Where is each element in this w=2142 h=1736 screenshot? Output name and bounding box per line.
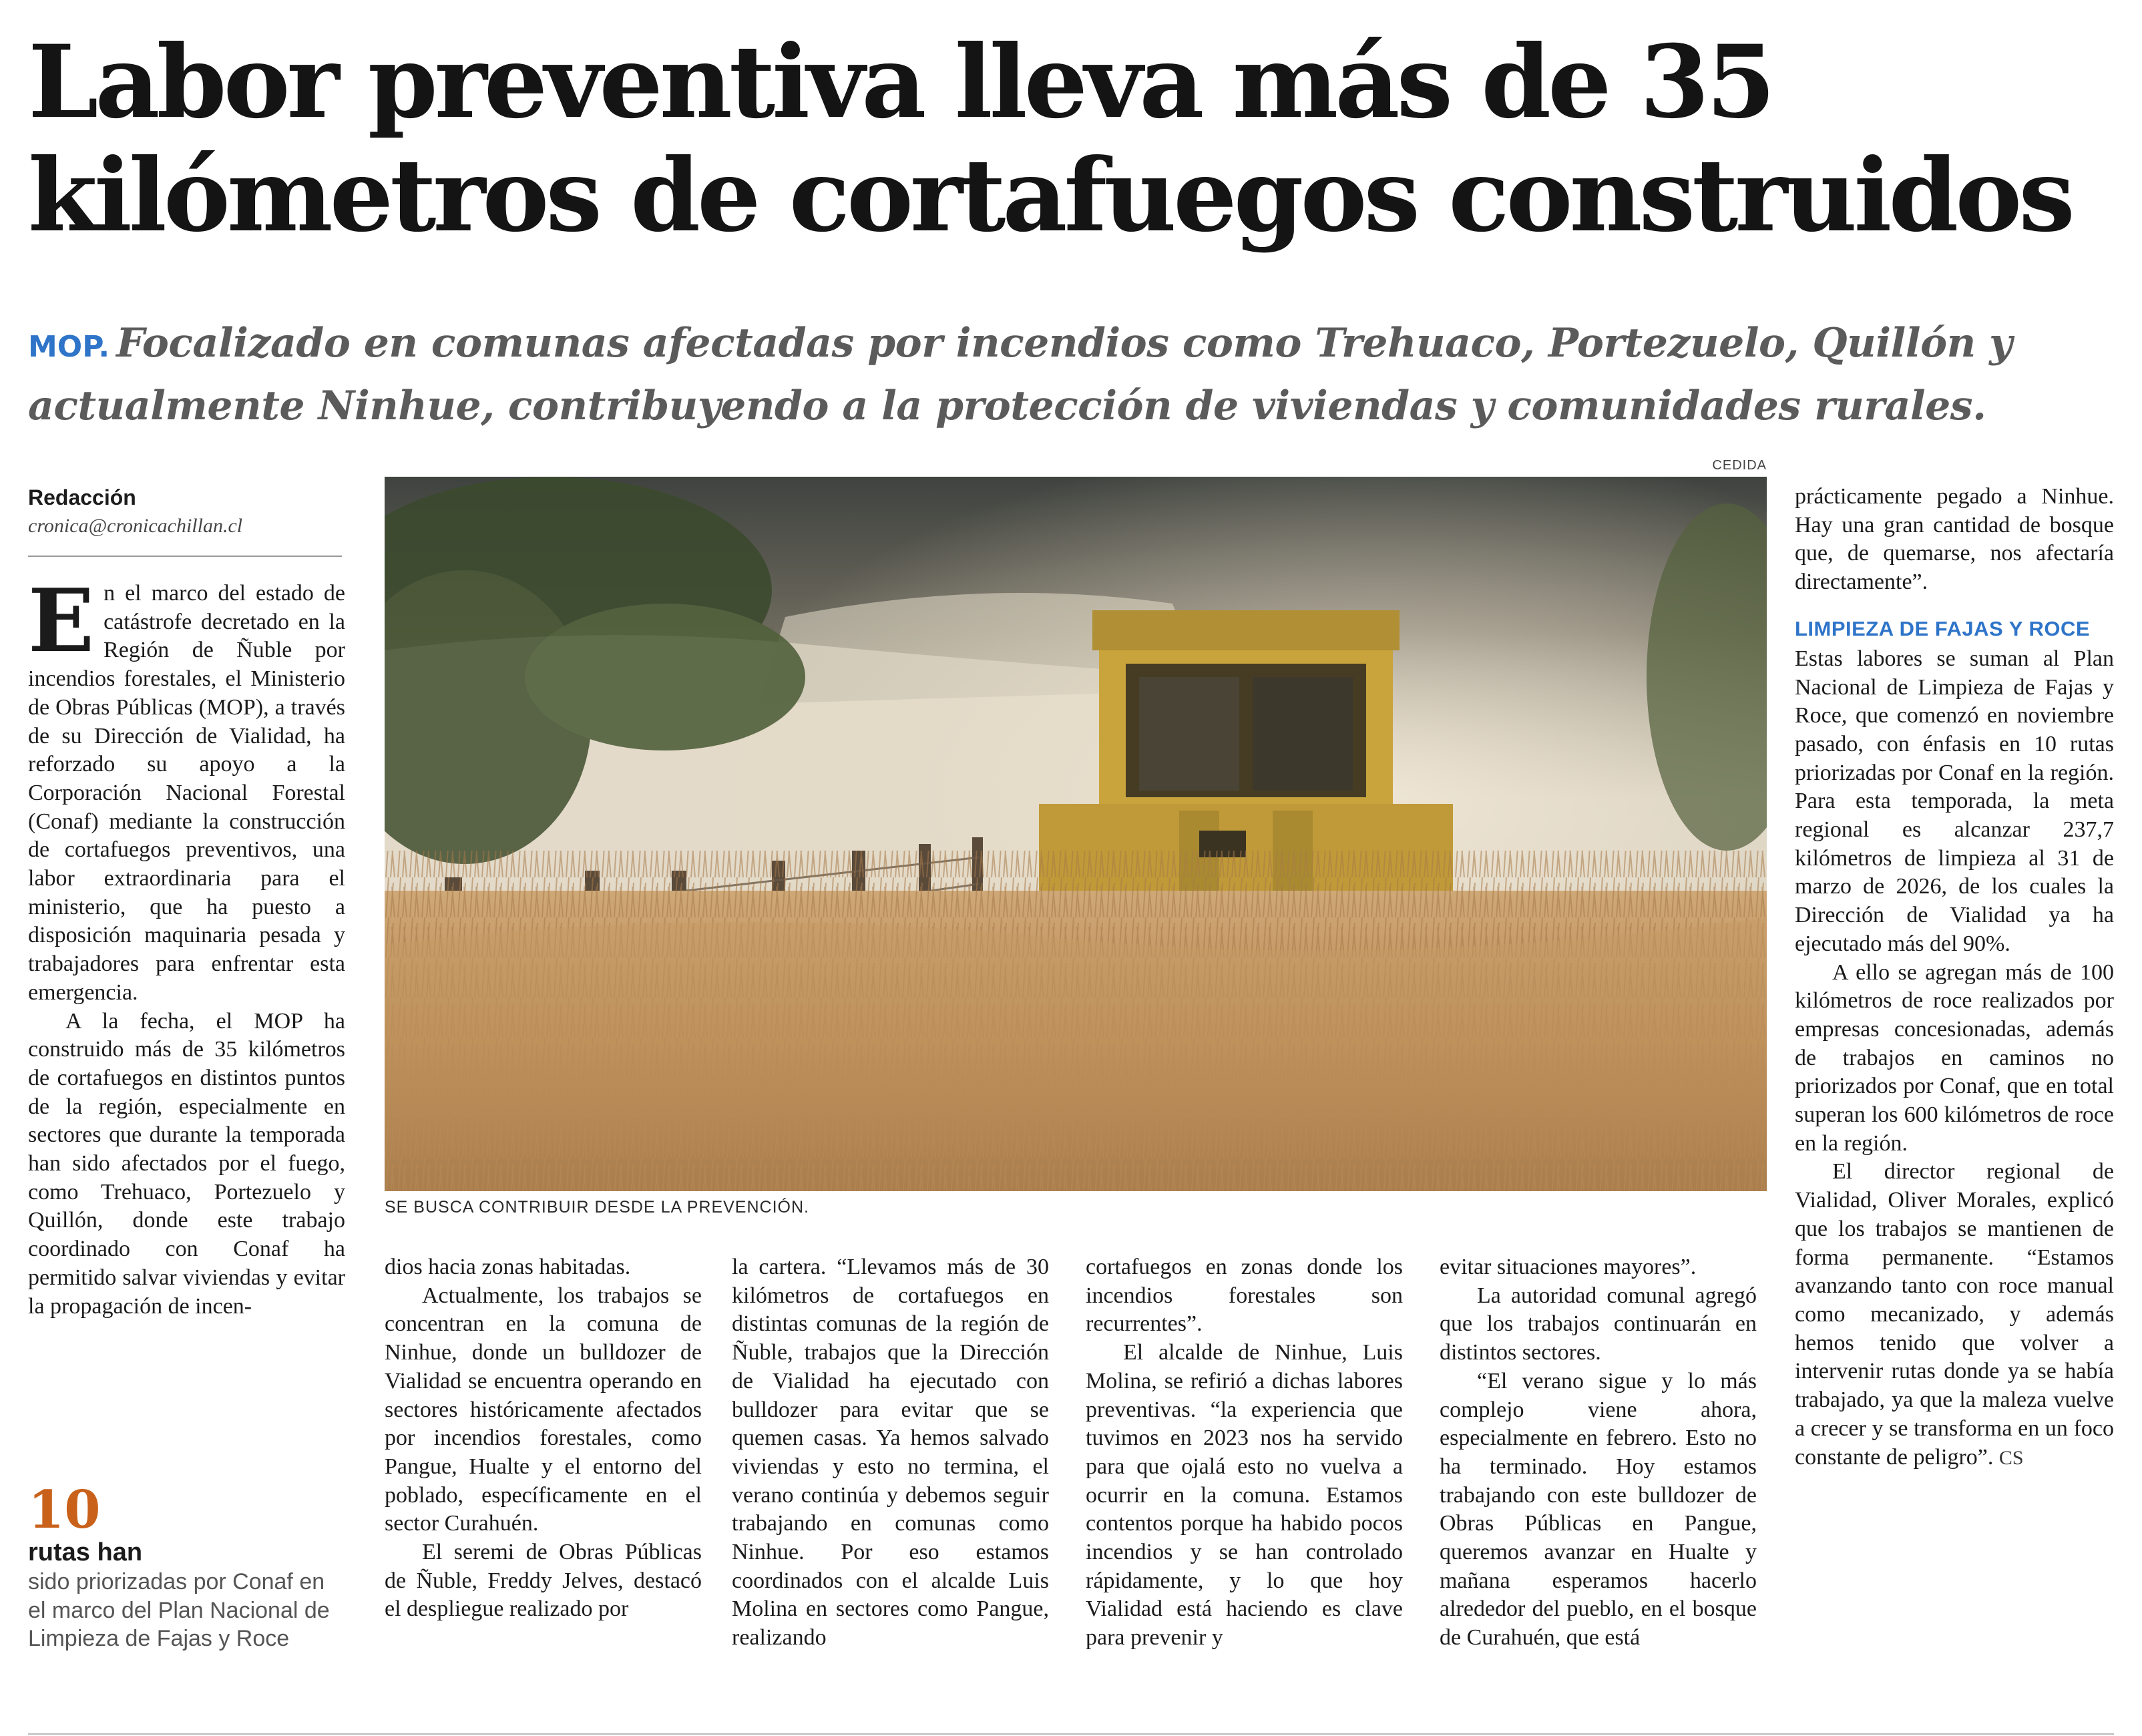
paragraph: Estas labores se suman al Plan Nacional de Limpieza de Fajas y Roce, que comenzó en noviembre pasado, con énfasis en 10 rutas priorizadas por Conaf en la región. Para esta temporada, la meta regional es alcanzar 237,7 kilómetros de limpieza al 31 de marzo de 2026, de los cuales la Dirección de Vialidad ya ha ejecutado más del 90%. xyxy=(1795,646,2114,956)
paragraph: El alcalde de Ninhue, Luis Molina, se refirió a dichas labores preventivas. “la experiencia que tuvimos en 2023 nos ha servido para que ojalá esto no vuelva a ocurrir en la comuna. Estamos contentos porque ha habido pocos incendios y se han controlado rápidamente, y lo que hoy Vialidad está haciendo es clave para prevenir y xyxy=(1086,1340,1403,1651)
stat-callout xyxy=(28,1480,345,1653)
byline-name: Redacción xyxy=(28,485,136,509)
headline xyxy=(28,25,2125,252)
article-column-5 xyxy=(1440,1253,1757,1653)
photo-caption: SE BUSCA CONTRIBUIR DESDE LA PREVENCIÓN. xyxy=(385,1198,809,1217)
end-mark-icon: CS xyxy=(1998,1446,2024,1469)
byline-divider xyxy=(28,556,342,557)
article-column-3 xyxy=(732,1253,1049,1653)
article-column-1 xyxy=(28,570,345,1321)
paragraph: n el marco del estado de catástrofe decretado en la Región de Ñuble por incendios forestales, el Ministerio de Obras Públicas (MOP), a través de su Dirección de Vialidad, ha reforzado su apoyo a la Corporación Nacional Forestal (Conaf) mediante la construcción de cortafuegos preventivos, una labor extraordinaria para el ministerio, que ha puesto a disposición maquinaria pesada y trabajadores para enfrentar esta emergencia. xyxy=(28,581,345,1005)
article-column-4 xyxy=(1086,1253,1403,1653)
article-column-2 xyxy=(385,1253,702,1624)
paragraph: Actualmente, los trabajos se concentran en la comuna de Ninhue, donde un bulldozer de Vialidad se encuentra operando en sectores históricamente afectados por incendios forestales, como Pangue, Hualte y el entorno del poblado, específicamente en el sector Curahuén. xyxy=(385,1283,702,1536)
deck-text: Focalizado en comunas afectadas por incendios como Trehuaco, Portezuelo, Quillón y actualmente Ninhue, contribuyendo a la protección de viviendas y comunidades rurales. xyxy=(28,320,2012,429)
photo-credit: CEDIDA xyxy=(1712,458,1767,473)
paragraph: evitar situaciones mayores”. xyxy=(1440,1255,1697,1279)
callout-text: sido priorizadas por Conaf en el marco del Plan Nacional de Limpieza de Fajas y Roce xyxy=(28,1569,330,1651)
paragraph: El director regional de Vialidad, Oliver Morales, explicó que los trabajos se mantienen de forma permanente. “Estamos avanzando tanto con roce manual como mecanizado, y además hemos tenido que volver a intervenir rutas donde ya se había trabajado, ya que la maleza vuelve a crecer y se transforma en un foco constante de peligro”. xyxy=(1795,1159,2114,1470)
headline-line-1: Labor preventiva lleva más de 35 xyxy=(28,23,1773,141)
deck-kicker: MOP. xyxy=(28,330,110,364)
paragraph: A ello se agregan más de 100 kilómetros de roce realizados por empresas concesionadas, además de trabajos en caminos no priorizados por Conaf, que en total superan los 600 kilómetros de roce en la región. xyxy=(1795,959,2114,1156)
headline-line-2: kilómetros de cortafuegos construidos xyxy=(28,137,2072,254)
bulldozer-photo xyxy=(385,477,1767,1191)
article-column-6 xyxy=(1795,483,2114,1472)
byline-email[interactable]: cronica@cronicachillan.cl xyxy=(28,515,243,537)
deck xyxy=(28,314,2125,435)
paragraph: A la fecha, el MOP ha construido más de 35 kilómetros de cortafuegos en distintos puntos de la región, especialmente en sectores que durante la temporada han sido afectados por el fuego, como Trehuaco, Portezuelo y Quillón, donde este trabajo coordinado con Conaf ha permitido salvar viviendas y evitar la propagación de incen- xyxy=(28,1008,345,1319)
section-subhead: LIMPIEZA DE FAJAS Y ROCE xyxy=(1795,616,2091,640)
paragraph: prácticamente pegado a Ninhue. Hay una gran cantidad de bosque que, de quemarse, nos afectaría directamente”. xyxy=(1795,484,2114,595)
paragraph: la cartera. “Llevamos más de 30 kilómetros de cortafuegos en distintas comunas de la región de Ñuble, trabajos que la Dirección de Vialidad ha ejecutado con bulldozer para evitar que se quemen casas. Ya hemos salvado viviendas y esto no termina, el verano continúa y debemos seguir trabajando en comunas como Ninhue. Por eso estamos coordinados con el alcalde Luis Molina en sectores como Pangue, realizando xyxy=(732,1255,1049,1651)
paragraph: “El verano sigue y lo más complejo viene ahora, especialmente en febrero. Esto no ha terminado. Hoy estamos trabajando con este bulldozer de Obras Públicas en Pangue, queremos avanzar en Hualte y mañana esperamos hacerlo alrededor del pueblo, en el bosque de Curahuén, que está xyxy=(1440,1368,1757,1651)
paragraph: El seremi de Obras Públicas de Ñuble, Freddy Jelves, destacó el despliegue realizado por xyxy=(385,1540,702,1622)
dropcap: E xyxy=(28,570,95,672)
paragraph: cortafuegos en zonas donde los incendios forestales son recurrentes”. xyxy=(1086,1255,1403,1337)
byline xyxy=(28,483,342,540)
bottom-rule xyxy=(28,1733,2114,1735)
paragraph: La autoridad comunal agregó que los trabajos continuarán en distintos sectores. xyxy=(1440,1283,1757,1365)
callout-number: 10 xyxy=(28,1480,101,1540)
callout-lead: rutas han xyxy=(28,1538,143,1566)
paragraph: dios hacia zonas habitadas. xyxy=(385,1255,631,1279)
